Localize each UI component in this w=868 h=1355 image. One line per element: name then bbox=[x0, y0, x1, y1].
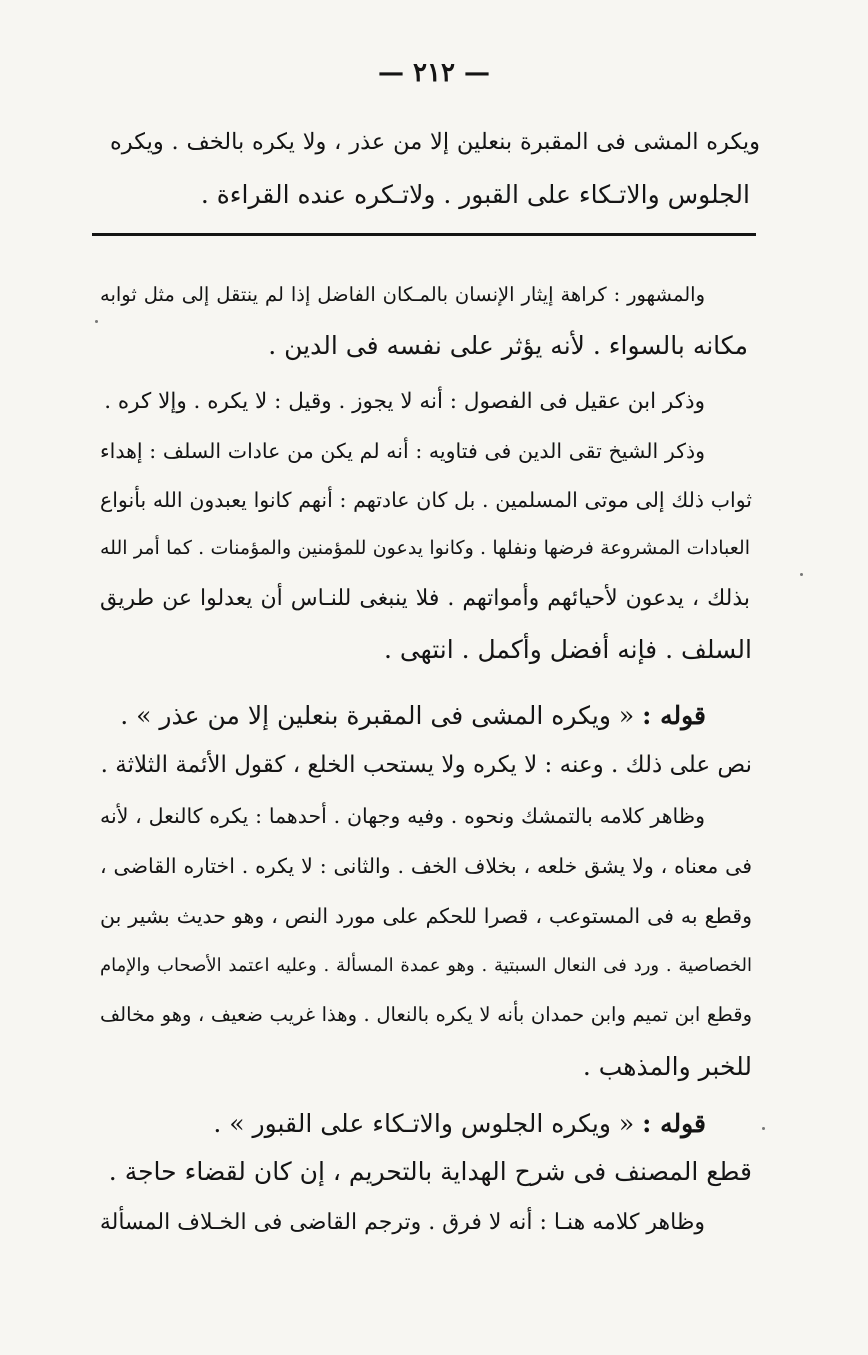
commentary-line: وظاهر كلامه بالتمشك ونحوه . وفيه وجهان . أحدهما : يكره كالنعل ، لأنه bbox=[100, 804, 705, 828]
lemma-lead: قوله : bbox=[642, 1109, 706, 1138]
commentary-line: نص على ذلك . وعنه : لا يكره ولا يستحب الخلع ، كقول الأئمة الثلاثة . bbox=[100, 752, 752, 778]
commentary-line: فى معناه ، ولا يشق خلعه ، بخلاف الخف . والثانى : لا يكره . اختاره القاضى ، bbox=[100, 854, 752, 878]
commentary-line: وقطع ابن تميم وابن حمدان بأنه لا يكره بالنعال . وهذا غريب ضعيف ، وهو مخالف bbox=[100, 1003, 752, 1026]
commentary-line: وظاهر كلامه هنـا : أنه لا فرق . وترجم القاضى فى الخـلاف المسألة bbox=[100, 1210, 705, 1235]
matn-line: الجلوس والاتـكاء على القبور . ولاتـكره عنده القراءة . bbox=[200, 180, 750, 209]
scan-speck bbox=[762, 1127, 765, 1130]
commentary-line: والمشهور : كراهة إيثار الإنسان بالمـكان الفاضل إذا لم ينتقل إلى مثل ثوابه bbox=[100, 283, 705, 306]
commentary-line: للخبر والمذهب . bbox=[582, 1052, 752, 1081]
scan-speck bbox=[95, 320, 98, 323]
commentary-line: السلف . فإنه أفضل وأكمل . انتهى . bbox=[383, 635, 752, 664]
lemma-quote: « ويكره الجلوس والاتـكاء على القبور » . bbox=[213, 1109, 635, 1138]
commentary-line: ثواب ذلك إلى موتى المسلمين . بل كان عادتهم : أنهم كانوا يعبدون الله بأنواع bbox=[100, 488, 752, 512]
scan-speck bbox=[800, 573, 803, 576]
lemma-lead: قوله : bbox=[642, 701, 706, 730]
commentary-line: العبادات المشروعة فرضها ونفلها . وكانوا يدعون للمؤمنين والمؤمنات . كما أمر الله bbox=[100, 537, 750, 559]
lemma-quote: « ويكره المشى فى المقبرة بنعلين إلا من عذر » . bbox=[120, 701, 635, 730]
commentary-line: وذكر الشيخ تقى الدين فى فتاويه : أنه لم يكن من عادات السلف : إهداء bbox=[100, 439, 705, 463]
commentary-line: وذكر ابن عقيل فى الفصول : أنه لا يجوز . وقيل : لا يكره . وإلا كره . bbox=[104, 389, 705, 414]
commentary-line: الخصاصية . ورد فى النعال السبتية . وهو عمدة المسألة . وعليه اعتمد الأصحاب والإمام bbox=[100, 955, 752, 976]
page-number: — ٢١٢ — bbox=[377, 58, 491, 88]
matn-line: ويكره المشى فى المقبرة بنعلين إلا من عذر ، ولا يكره بالخف . ويكره bbox=[110, 129, 760, 155]
separator-rule bbox=[92, 233, 756, 236]
commentary-line: قطع المصنف فى شرح الهداية بالتحريم ، إن كان لقضاء حاجة . bbox=[108, 1157, 752, 1186]
commentary-line: مكانه بالسواء . لأنه يؤثر على نفسه فى الدين . bbox=[268, 331, 748, 360]
commentary-line: وقطع به فى المستوعب ، قصرا للحكم على مورد النص ، وهو حديث بشير بن bbox=[100, 904, 752, 928]
lemma-line bbox=[100, 1104, 706, 1148]
lemma-line bbox=[100, 696, 706, 740]
commentary-line: بذلك ، يدعون لأحيائهم وأمواتهم . فلا ينبغى للنـاس أن يعدلوا عن طريق bbox=[100, 586, 750, 611]
